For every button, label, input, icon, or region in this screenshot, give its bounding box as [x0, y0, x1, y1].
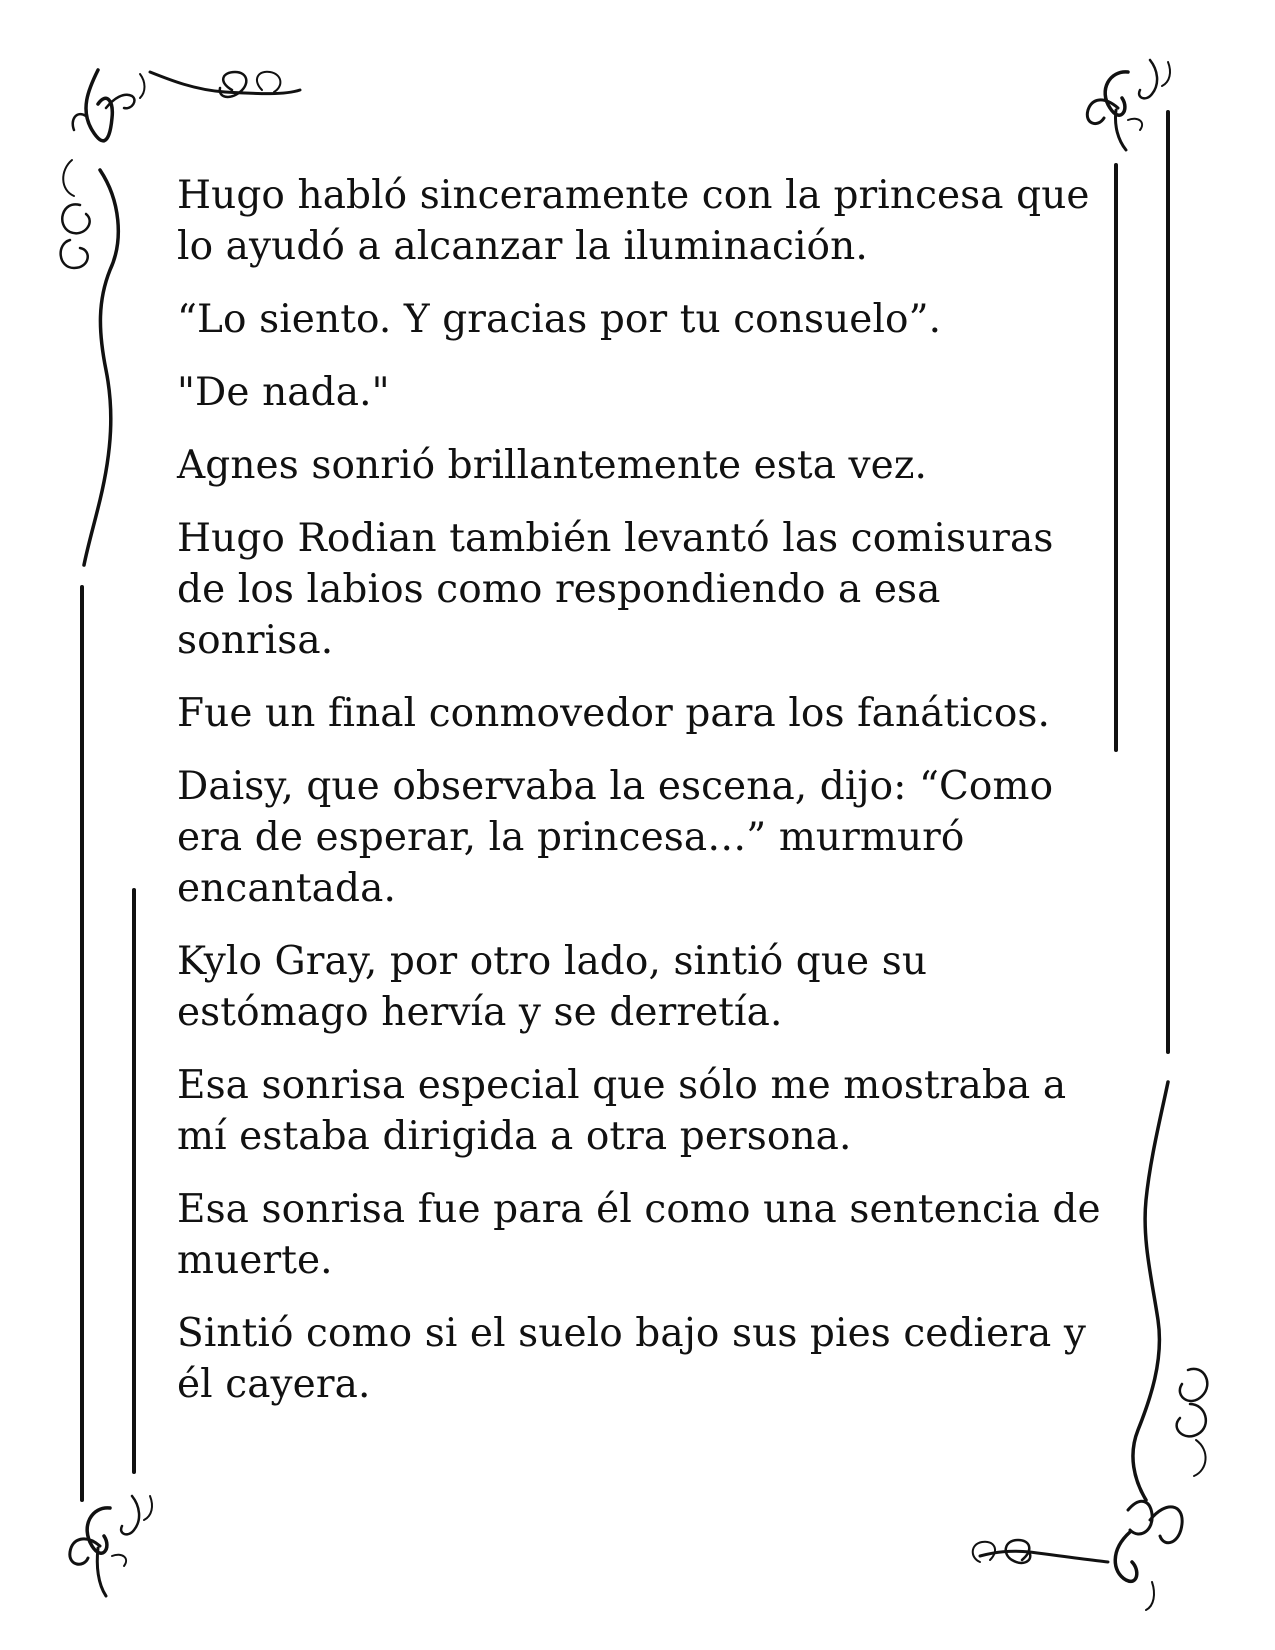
paragraph: Esa sonrisa fue para él como una sentencia de muerte.	[177, 1187, 1101, 1283]
paragraph: Hugo Rodian también levantó las comisuras de los labios como respondiendo a esa sonrisa.	[177, 516, 1054, 663]
paragraph: Esa sonrisa especial que sólo me mostraba a mí estaba dirigida a otra persona.	[177, 1063, 1067, 1159]
paragraph: Sintió como si el suelo bajo sus pies cediera y él cayera.	[177, 1311, 1087, 1407]
bottom-left-flourish-icon	[70, 1496, 152, 1596]
paragraph: Daisy, que observaba la escena, dijo: “Como era de esperar, la princesa…” murmuró encantada.	[177, 764, 1054, 911]
story-text	[177, 170, 1107, 1432]
paragraph: Agnes sonrió brillantemente esta vez.	[177, 443, 927, 488]
paragraph: "De nada."	[177, 370, 390, 415]
paragraph: Kylo Gray, por otro lado, sintió que su estómago hervía y se derretía.	[177, 939, 928, 1035]
paragraph: “Lo siento. Y gracias por tu consuelo”.	[177, 297, 942, 342]
top-right-flourish-icon	[1087, 60, 1170, 150]
paragraph: Hugo habló sinceramente con la princesa que lo ayudó a alcanzar la iluminación.	[177, 173, 1090, 269]
paragraph: Fue un final conmovedor para los fanáticos.	[177, 691, 1051, 736]
